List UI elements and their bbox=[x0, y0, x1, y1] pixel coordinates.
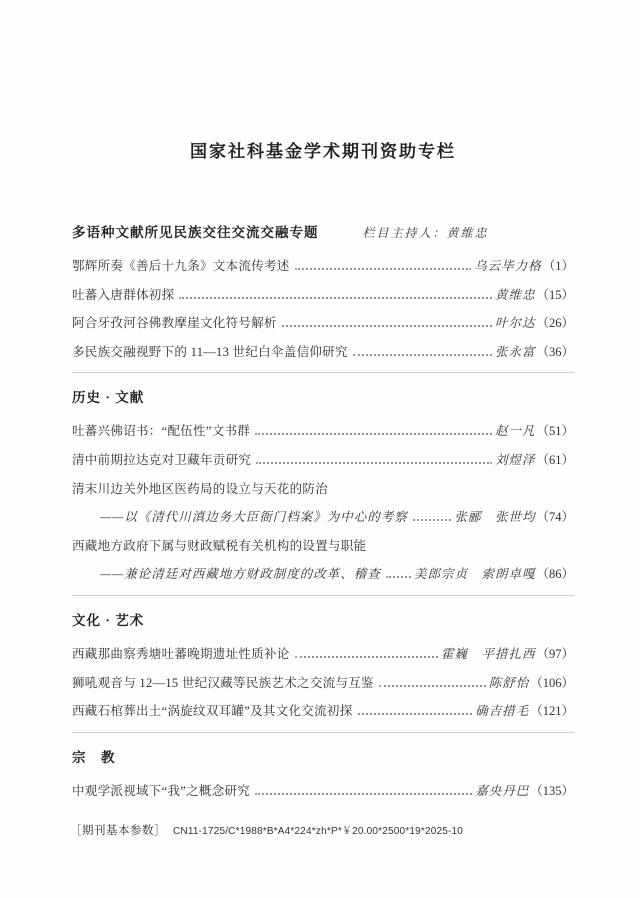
entry-authors: 乌云毕力格 bbox=[474, 259, 542, 273]
entry-title: 西藏石棺葬出土“涡旋纹双耳罐”及其文化交流初探 bbox=[72, 704, 353, 719]
entry-page-number: （121） bbox=[530, 704, 574, 719]
entry-page-number: （74） bbox=[536, 510, 574, 525]
toc-entry bbox=[72, 646, 574, 662]
toc-entry bbox=[72, 538, 574, 583]
toc-entry bbox=[72, 258, 574, 274]
section-entries bbox=[72, 646, 574, 719]
entry-authors: 霍巍 平措扎西 bbox=[440, 646, 536, 661]
entry-title: 中观学派视域下“我”之概念研究 bbox=[72, 783, 251, 798]
dot-leader bbox=[358, 714, 473, 715]
entry-authors: 叶尔达 bbox=[494, 316, 536, 331]
entry-subtitle: ——以《清代川滇边务大臣衙门档案》为中心的考察 bbox=[100, 510, 408, 525]
entry-title-line bbox=[72, 538, 574, 554]
entry-authors: 嘉央丹巴 bbox=[475, 783, 530, 798]
toc-entry bbox=[72, 423, 574, 439]
toc-section bbox=[72, 372, 574, 582]
dot-leader bbox=[295, 268, 472, 269]
entry-title-line bbox=[72, 258, 574, 274]
entry-page-number: （86） bbox=[536, 567, 574, 582]
page-title: 国家社科基金学术期刊资助专栏 bbox=[190, 142, 456, 161]
dot-leader bbox=[179, 297, 492, 298]
entry-page-number: （97） bbox=[536, 646, 574, 661]
dot-leader bbox=[282, 326, 492, 327]
entry-title-line bbox=[72, 315, 574, 331]
entry-title-line bbox=[72, 423, 574, 439]
toc-entry bbox=[72, 675, 574, 691]
toc-entry bbox=[72, 703, 574, 719]
entry-title: 鄂辉所奏《善后十九条》文本流传考述 bbox=[72, 259, 290, 273]
journal-parameters-value: CN11-1725/C*1988*B*A4*224*zh*P*￥20.00*2500*19*2025-10 bbox=[173, 826, 464, 837]
section-heading-row bbox=[72, 609, 574, 629]
entry-authors: 张郦 张世均 bbox=[454, 510, 536, 525]
journal-parameters-label: ［期刊基本参数］ bbox=[70, 825, 166, 837]
entry-subtitle: ——兼论清廷对西藏地方财政制度的改革、稽查 bbox=[100, 567, 381, 582]
entry-authors: 黄维忠 bbox=[494, 287, 536, 302]
entry-subtitle-line bbox=[72, 566, 574, 582]
dot-leader bbox=[386, 577, 411, 578]
entry-authors: 陈舒怡 bbox=[488, 675, 530, 690]
entry-title: 狮吼观音与 12—15 世纪汉藏等民族艺术之交流与互鉴 bbox=[72, 675, 374, 690]
section-entries bbox=[72, 423, 574, 582]
journal-parameters bbox=[70, 822, 463, 838]
section-heading-row bbox=[72, 746, 574, 766]
section-heading-row bbox=[72, 386, 574, 406]
section-divider-line bbox=[72, 372, 574, 373]
toc-entry bbox=[72, 783, 574, 799]
toc-section bbox=[72, 221, 574, 360]
entry-page-number: （106） bbox=[530, 675, 574, 690]
entry-page-number: （135） bbox=[530, 783, 574, 798]
dot-leader bbox=[255, 793, 472, 794]
entry-title: 阿合牙孜河谷佛教摩崖文化符号解析 bbox=[72, 316, 277, 331]
entry-authors: 确吉措毛 bbox=[475, 704, 530, 719]
toc-entry bbox=[72, 344, 574, 360]
entry-title: 吐蕃兴佛诏书：“配伍性”文书群 bbox=[72, 424, 251, 439]
entry-page-number: （1） bbox=[542, 259, 574, 273]
entry-title-line bbox=[72, 481, 574, 497]
entry-title: 多民族交融视野下的 11—13 世纪白伞盖信仰研究 bbox=[72, 344, 348, 359]
entry-page-number: （26） bbox=[536, 316, 574, 331]
toc-entry bbox=[72, 452, 574, 468]
section-heading: 宗 教 bbox=[72, 749, 116, 765]
section-heading: 多语种文献所见民族交往交流交融专题 bbox=[72, 225, 319, 240]
entry-page-number: （61） bbox=[536, 452, 574, 467]
entry-authors: 赵一凡 bbox=[494, 424, 536, 439]
section-heading: 文化 · 艺术 bbox=[72, 612, 145, 628]
entry-title-line bbox=[72, 452, 574, 468]
toc-entry bbox=[72, 481, 574, 526]
entry-title-line bbox=[72, 344, 574, 360]
entry-authors: 美郎宗贞 索朗卓嘎 bbox=[413, 567, 536, 582]
dot-leader bbox=[413, 520, 452, 521]
entry-title-line bbox=[72, 287, 574, 303]
entry-title: 西藏那曲察秀塘吐蕃晚期遗址性质补论 bbox=[72, 646, 290, 661]
entry-page-number: （51） bbox=[536, 424, 574, 439]
toc-section bbox=[72, 595, 574, 719]
toc-entry bbox=[72, 287, 574, 303]
entry-title: 清末川边关外地区医药局的设立与天花的防治 bbox=[72, 481, 329, 496]
dot-leader bbox=[256, 462, 492, 463]
section-heading: 历史 · 文献 bbox=[72, 390, 145, 406]
entry-title: 清中前期拉达克对卫藏年贡研究 bbox=[72, 452, 252, 467]
section-heading-row bbox=[72, 221, 574, 241]
column-host-label: 栏目主持人：黄维忠 bbox=[362, 226, 489, 240]
entry-title-line bbox=[72, 646, 574, 662]
entry-title: 吐蕃入唐群体初探 bbox=[72, 287, 175, 302]
entry-authors: 刘煜泽 bbox=[494, 452, 536, 467]
entry-title-line bbox=[72, 783, 574, 799]
section-divider-line bbox=[72, 595, 574, 596]
toc-section bbox=[72, 732, 574, 799]
entry-title: 西藏地方政府下属与财政赋税有关机构的设置与职能 bbox=[72, 538, 367, 553]
entry-subtitle-line bbox=[72, 509, 574, 525]
entry-authors: 张永富 bbox=[494, 344, 536, 359]
section-divider-line bbox=[72, 732, 574, 733]
dot-leader bbox=[295, 656, 438, 657]
entry-page-number: （15） bbox=[536, 287, 574, 302]
entry-title-line bbox=[72, 675, 574, 691]
toc-entry bbox=[72, 315, 574, 331]
toc-sections bbox=[72, 221, 574, 799]
dot-leader bbox=[255, 434, 492, 435]
entry-page-number: （36） bbox=[536, 344, 574, 359]
entry-title-line bbox=[72, 703, 574, 719]
section-entries bbox=[72, 783, 574, 799]
section-entries bbox=[72, 258, 574, 360]
dot-leader bbox=[353, 354, 492, 355]
dot-leader bbox=[379, 685, 486, 686]
